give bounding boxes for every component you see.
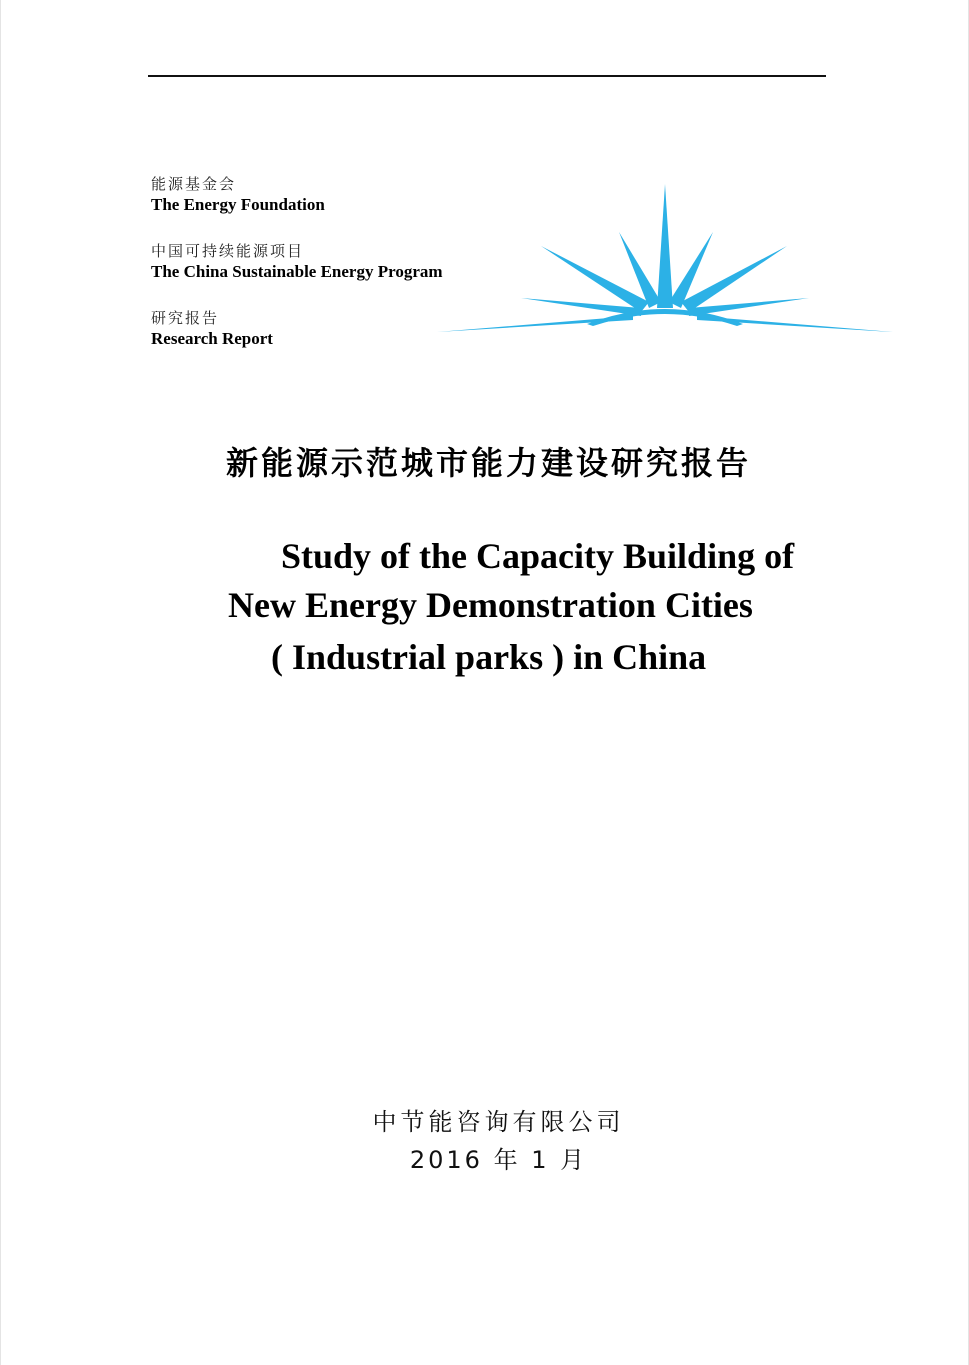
logo-ray — [689, 298, 809, 316]
org-name-cn: 中国可持续能源项目 — [151, 242, 305, 260]
report-type-cn: 研究报告 — [151, 309, 220, 327]
report-type — [151, 308, 273, 350]
starburst-logo — [437, 184, 893, 336]
report-type-en: Research Report — [151, 329, 273, 348]
publication-date: 2016 年 1 月 — [409, 1146, 588, 1174]
org-name-en: The China Sustainable Energy Program — [151, 262, 443, 281]
report-title-en-line-1: Study of the Capacity Building of — [281, 536, 795, 576]
publisher-company: 中节能咨询有限公司 — [372, 1108, 625, 1136]
org-china-sustainable-energy-program — [151, 241, 443, 283]
org-name-en: The Energy Foundation — [151, 195, 325, 214]
org-name-cn: 能源基金会 — [151, 175, 237, 193]
org-energy-foundation — [151, 174, 325, 216]
logo-base — [587, 309, 743, 326]
logo-ray — [657, 184, 673, 308]
top-rule — [148, 75, 826, 77]
report-title-en-line-2: New Energy Demonstration Cities — [228, 585, 753, 625]
report-title-cn: 新能源示范城市能力建设研究报告 — [225, 444, 751, 482]
logo-ray — [521, 298, 641, 316]
report-title-en-line-3: ( Industrial parks ) in China — [271, 637, 707, 677]
